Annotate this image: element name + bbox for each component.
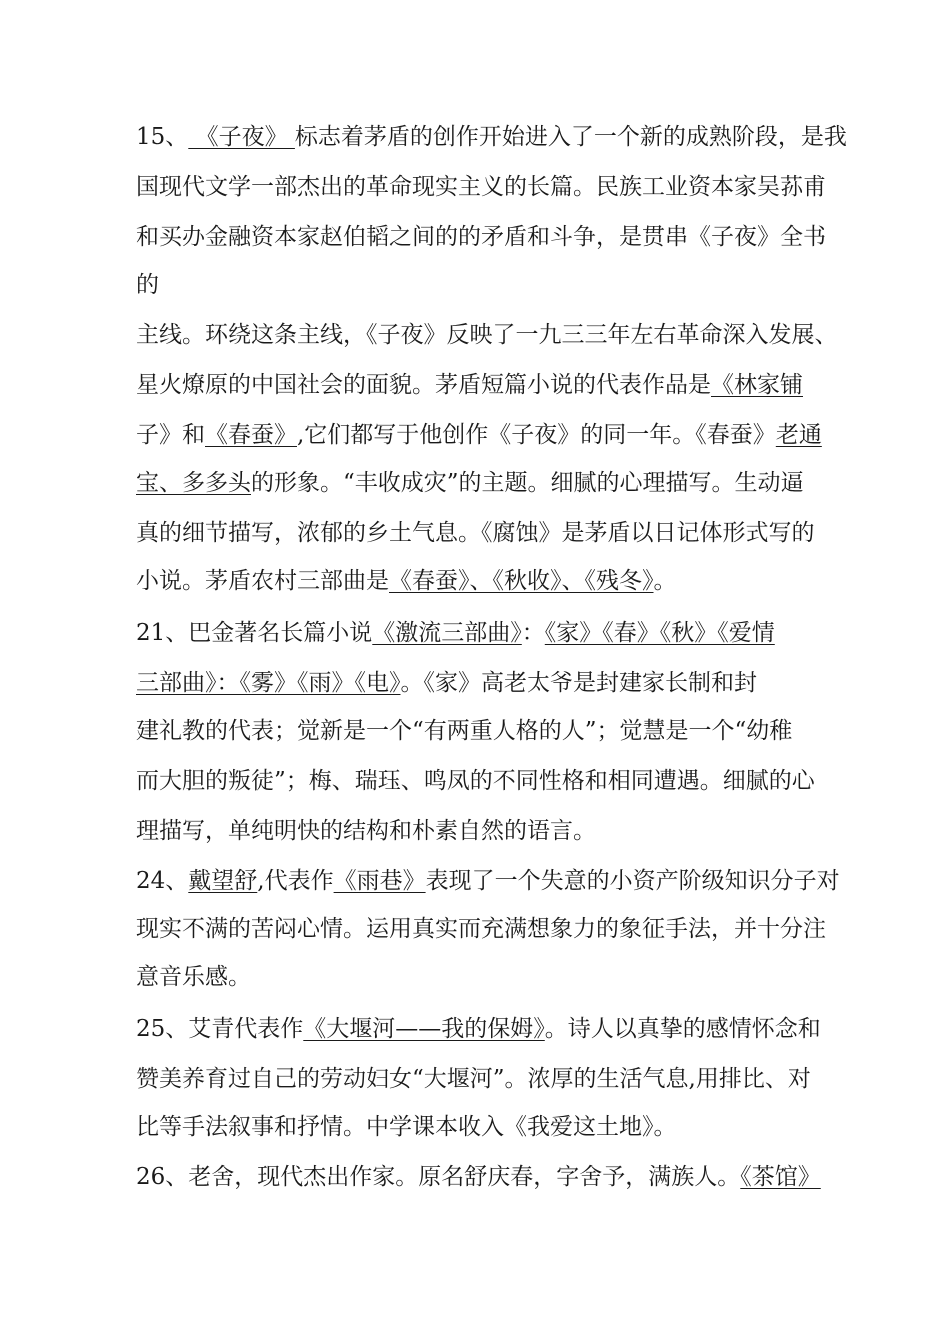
text-line [136, 518, 836, 548]
text-line [136, 420, 836, 450]
text-line [136, 468, 836, 498]
text-segment: ,代表作 [257, 868, 334, 894]
underlined-answer: 《春蚕》、《秋收》、《残冬》 [389, 568, 654, 594]
text-segment: 。 [653, 568, 677, 594]
text-segment: 子》和 [136, 422, 205, 448]
underlined-answer: 《大堰河——我的保姆》 [303, 1016, 545, 1042]
text-segment: ： [521, 620, 545, 646]
text-segment: 意音乐感。 [136, 964, 251, 990]
text-line [136, 1064, 836, 1094]
text-segment: 理描写，单纯明快的结构和朴素自然的语言。 [136, 818, 596, 844]
underlined-answer: 《子夜》 [188, 124, 295, 150]
text-segment: 标志着茅盾的创作开始进入了一个新的成熟阶段，是我 [294, 124, 847, 150]
underlined-answer: 宝、多多头 [136, 470, 251, 496]
text-segment: 国现代文学一部杰出的革命现实主义的长篇。民族工业资本家吴荪甫 [136, 174, 826, 200]
text-segment: 和买办金融资本家赵伯韬之间的的矛盾和斗争，是贯串《子夜》全书 [136, 224, 826, 250]
text-line [136, 816, 836, 846]
text-segment: 赞美养育过自己的劳动妇女“大堰河”。浓厚的生活气息,用排比、对 [136, 1066, 811, 1092]
text-line [136, 270, 836, 300]
text-line [136, 566, 836, 596]
underlined-answer: 《激流三部曲》 [372, 620, 522, 646]
text-segment: 15、 [136, 124, 189, 150]
text-line [136, 668, 836, 698]
text-segment: 。《家》高老太爷是封建家长制和封 [400, 670, 757, 696]
text-line [136, 222, 836, 252]
text-line [136, 320, 836, 350]
text-line [136, 370, 836, 400]
text-line [136, 866, 840, 896]
underlined-answer: 《林家铺 [711, 372, 803, 398]
text-segment: 21、巴金著名长篇小说 [136, 620, 373, 646]
text-line [136, 914, 836, 944]
text-segment: 表现了一个失意的小资产阶级知识分子对 [425, 868, 840, 894]
text-segment: 现实不满的苦闷心情。运用真实而充满想象力的象征手法，并十分注 [136, 916, 826, 942]
underlined-answer: 老通 [775, 422, 822, 448]
underlined-answer: 戴望舒 [188, 868, 258, 894]
text-segment: 主线。环绕这条主线，《子夜》反映了一九三三年左右革命深入发展、 [136, 322, 838, 348]
text-segment: 24、 [136, 868, 189, 894]
text-line [136, 1162, 836, 1192]
text-segment: ,它们都写于他创作《子夜》的同一年。《春蚕》 [297, 422, 776, 448]
text-line [136, 1112, 836, 1142]
text-segment: 真的细节描写，浓郁的乡土气息。《腐蚀》是茅盾以日记体形式写的 [136, 520, 815, 546]
underlined-answer: 三部曲》：《雾》《雨》《电》 [136, 670, 401, 696]
text-segment: 26、老舍，现代杰出作家。原名舒庆春，字舍予，满族人。 [136, 1164, 741, 1190]
text-line [136, 122, 847, 152]
underlined-answer: 《雨巷》 [333, 868, 426, 894]
underlined-answer: 《春蚕》 [205, 422, 297, 448]
text-segment: 的 [136, 272, 159, 298]
text-segment: 25、艾青代表作 [136, 1016, 304, 1042]
text-segment: 。诗人以真挚的感情怀念和 [544, 1016, 821, 1042]
text-line [136, 1014, 836, 1044]
text-line [136, 962, 836, 992]
text-segment: 比等手法叙事和抒情。中学课本收入《我爱这土地》。 [136, 1114, 677, 1140]
text-segment: 建礼教的代表；觉新是一个“有两重人格的人”；觉慧是一个“幼稚 [136, 718, 793, 744]
underlined-answer: 《茶馆》 [740, 1164, 821, 1190]
underlined-answer: 《家》《春》《秋》《爱情 [544, 620, 775, 646]
text-segment: 小说。茅盾农村三部曲是 [136, 568, 389, 594]
text-line [136, 618, 836, 648]
text-line [136, 766, 836, 796]
text-segment: 的形象。“丰收成灾”的主题。细腻的心理描写。生动逼 [251, 470, 804, 496]
text-segment: 而大胆的叛徒”；梅、瑞珏、鸣凤的不同性格和相同遭遇。细腻的心 [136, 768, 815, 794]
text-line [136, 172, 836, 202]
text-segment: 星火燎原的中国社会的面貌。茅盾短篇小说的代表作品是 [136, 372, 711, 398]
text-line [136, 716, 836, 746]
